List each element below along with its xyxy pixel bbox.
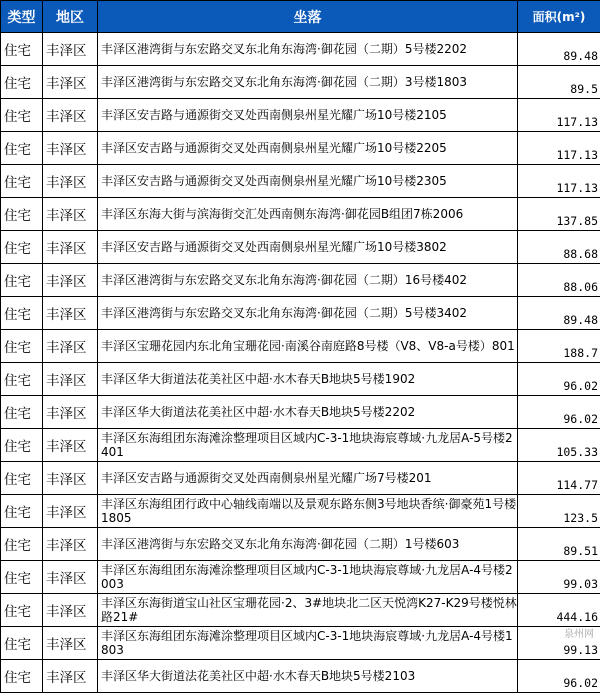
table-row	[1, 660, 600, 693]
table-row	[1, 66, 600, 99]
cell-type: 住宅	[1, 99, 43, 132]
table-row	[1, 264, 600, 297]
cell-area: 137.85	[518, 198, 600, 231]
cell-type: 住宅	[1, 627, 43, 660]
cell-type: 住宅	[1, 198, 43, 231]
cell-district: 丰泽区	[43, 363, 98, 396]
header-type: 类型	[1, 1, 43, 33]
cell-address: 丰泽区东海组团东海滩涂整理项目区域内C-3-1地块海宸尊域·九龙居A-4号楼2003	[98, 561, 518, 594]
cell-type: 住宅	[1, 66, 43, 99]
table-row	[1, 165, 600, 198]
cell-area: 188.7	[518, 330, 600, 363]
cell-address: 丰泽区宝珊花园内东北角宝珊花园·南溪谷南庭路8号楼（V8、V8-a号楼）801	[98, 330, 518, 363]
table-row	[1, 495, 600, 528]
cell-district: 丰泽区	[43, 429, 98, 462]
table-row	[1, 528, 600, 561]
cell-address: 丰泽区东海组团东海滩涂整理项目区域内C-3-1地块海宸尊域·九龙居A-5号楼2401	[98, 429, 518, 462]
cell-area: 96.02	[518, 660, 600, 693]
cell-area: 117.13	[518, 99, 600, 132]
cell-district: 丰泽区	[43, 594, 98, 627]
table-row	[1, 561, 600, 594]
cell-type: 住宅	[1, 231, 43, 264]
cell-area: 89.48	[518, 33, 600, 66]
table-row	[1, 99, 600, 132]
cell-address: 丰泽区港湾街与东宏路交叉东北角东海湾·御花园（二期）5号楼3402	[98, 297, 518, 330]
cell-type: 住宅	[1, 396, 43, 429]
table-row	[1, 462, 600, 495]
cell-type: 住宅	[1, 264, 43, 297]
cell-address: 丰泽区港湾街与东宏路交叉东北角东海湾·御花园（二期）3号楼1803	[98, 66, 518, 99]
cell-area: 96.02	[518, 363, 600, 396]
cell-type: 住宅	[1, 561, 43, 594]
table-row	[1, 429, 600, 462]
cell-address: 丰泽区港湾街与东宏路交叉东北角东海湾·御花园（二期）16号楼402	[98, 264, 518, 297]
cell-address: 丰泽区东海大街与滨海街交汇处西南侧东海湾·御花园B组团7栋2006	[98, 198, 518, 231]
cell-address: 丰泽区华大街道法花美社区中超·水木春天B地块5号楼2103	[98, 660, 518, 693]
cell-district: 丰泽区	[43, 495, 98, 528]
table-row	[1, 231, 600, 264]
cell-address: 丰泽区安吉路与通源街交叉处西南侧泉州星光耀广场10号楼2305	[98, 165, 518, 198]
cell-area: 444.16	[518, 594, 600, 627]
header-area: 面积(m²)	[518, 1, 600, 33]
cell-area: 105.33	[518, 429, 600, 462]
cell-type: 住宅	[1, 660, 43, 693]
cell-district: 丰泽区	[43, 528, 98, 561]
cell-address: 丰泽区港湾街与东宏路交叉东北角东海湾·御花园（二期）5号楼2202	[98, 33, 518, 66]
cell-area: 89.5	[518, 66, 600, 99]
header-district: 地区	[43, 1, 98, 33]
cell-district: 丰泽区	[43, 165, 98, 198]
table-row	[1, 627, 600, 660]
cell-district: 丰泽区	[43, 66, 98, 99]
cell-district: 丰泽区	[43, 297, 98, 330]
cell-district: 丰泽区	[43, 396, 98, 429]
table-row	[1, 330, 600, 363]
cell-area: 99.13	[518, 627, 600, 660]
cell-district: 丰泽区	[43, 660, 98, 693]
table-row	[1, 297, 600, 330]
cell-address: 丰泽区华大街道法花美社区中超·水木春天B地块5号楼2202	[98, 396, 518, 429]
cell-address: 丰泽区安吉路与通源街交叉处西南侧泉州星光耀广场10号楼3802	[98, 231, 518, 264]
cell-type: 住宅	[1, 297, 43, 330]
cell-area: 88.68	[518, 231, 600, 264]
cell-address: 丰泽区东海街道宝山社区宝珊花园·2、3#地块北二区天悦湾K27-K29号楼悦林路21#	[98, 594, 518, 627]
cell-district: 丰泽区	[43, 231, 98, 264]
cell-address: 丰泽区安吉路与通源街交叉处西南侧泉州星光耀广场10号楼2205	[98, 132, 518, 165]
cell-area: 96.02	[518, 396, 600, 429]
cell-type: 住宅	[1, 594, 43, 627]
cell-district: 丰泽区	[43, 561, 98, 594]
table-body	[1, 33, 600, 693]
cell-district: 丰泽区	[43, 33, 98, 66]
cell-area: 114.77	[518, 462, 600, 495]
cell-address: 丰泽区东海组团行政中心轴线南端以及景观东路东侧3号地块香缤·御豪苑1号楼1805	[98, 495, 518, 528]
table-row	[1, 198, 600, 231]
cell-type: 住宅	[1, 330, 43, 363]
cell-address: 丰泽区安吉路与通源街交叉处西南侧泉州星光耀广场10号楼2105	[98, 99, 518, 132]
table-row	[1, 33, 600, 66]
cell-type: 住宅	[1, 495, 43, 528]
cell-district: 丰泽区	[43, 99, 98, 132]
table-row	[1, 132, 600, 165]
cell-address: 丰泽区安吉路与通源街交叉处西南侧泉州星光耀广场7号楼201	[98, 462, 518, 495]
cell-type: 住宅	[1, 132, 43, 165]
cell-area: 88.06	[518, 264, 600, 297]
table-row	[1, 396, 600, 429]
cell-district: 丰泽区	[43, 462, 98, 495]
header-row	[1, 1, 600, 33]
cell-type: 住宅	[1, 429, 43, 462]
cell-type: 住宅	[1, 363, 43, 396]
cell-district: 丰泽区	[43, 330, 98, 363]
cell-type: 住宅	[1, 462, 43, 495]
cell-address: 丰泽区东海组团东海滩涂整理项目区域内C-3-1地块海宸尊域·九龙居A-4号楼1803	[98, 627, 518, 660]
cell-district: 丰泽区	[43, 264, 98, 297]
cell-area: 89.51	[518, 528, 600, 561]
cell-address: 丰泽区华大街道法花美社区中超·水木春天B地块5号楼1902	[98, 363, 518, 396]
table-row	[1, 594, 600, 627]
cell-district: 丰泽区	[43, 132, 98, 165]
cell-address: 丰泽区港湾街与东宏路交叉东北角东海湾·御花园（二期）1号楼603	[98, 528, 518, 561]
cell-area: 89.48	[518, 297, 600, 330]
cell-area: 117.13	[518, 132, 600, 165]
watermark: 泉州网	[564, 625, 594, 640]
cell-type: 住宅	[1, 165, 43, 198]
header-address: 坐落	[98, 1, 518, 33]
table-row	[1, 363, 600, 396]
cell-type: 住宅	[1, 33, 43, 66]
cell-area: 99.03	[518, 561, 600, 594]
cell-area: 123.5	[518, 495, 600, 528]
cell-district: 丰泽区	[43, 627, 98, 660]
cell-area: 117.13	[518, 165, 600, 198]
cell-district: 丰泽区	[43, 198, 98, 231]
cell-type: 住宅	[1, 528, 43, 561]
